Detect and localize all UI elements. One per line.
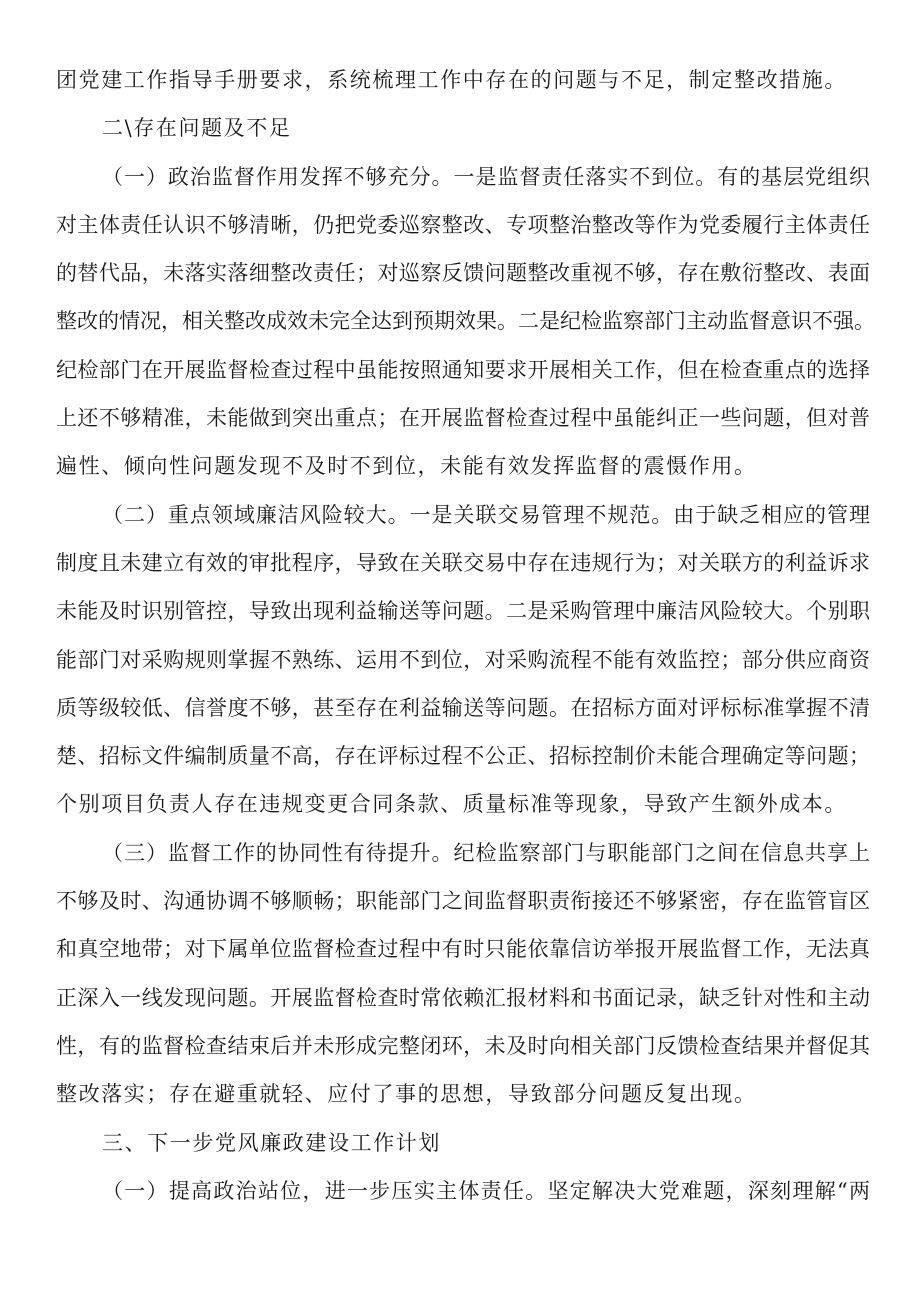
text-line: 楚、招标文件编制质量不高，存在评标过程不公正、招标控制价未能合理确定等问题； [56, 744, 870, 769]
text-line: 二\存在问题及不足 [102, 116, 292, 141]
text-line: 制度且未建立有效的审批程序，导致在关联交易中存在违规行为；对关联方的利益诉求 [56, 550, 870, 575]
text-line: 三、下一步党风廉政建设工作计划 [102, 1130, 441, 1155]
text-line: 整改的情况，相关整改成效未完全达到预期效果。二是纪检监察部门主动监督意识不强。 [56, 309, 875, 334]
text-line: （二）重点领域廉洁风险较大。一是关联交易管理不规范。由于缺乏相应的管理 [102, 502, 870, 527]
text-line: 遍性、倾向性问题发现不及时不到位，未能有效发挥监督的震慑作用。 [56, 454, 757, 479]
document-page [56, 56, 875, 1215]
text-line: 上还不够精准，未能做到突出重点；在开展监督检查过程中虽能纠正一些问题，但对普 [56, 406, 870, 431]
text-line: 和真空地带；对下属单位监督检查过程中有时只能依靠信访举报开展监督工作，无法真 [56, 937, 870, 962]
text-line: 能部门对采购规则掌握不熟练、运用不到位，对采购流程不能有效监控；部分供应商资 [56, 647, 870, 672]
text-line: 不够及时、沟通协调不够顺畅；职能部门之间监督职责衔接还不够紧密，存在监管盲区 [56, 889, 870, 914]
text-line: 个别项目负责人存在违规变更合同条款、质量标准等现象，导致产生额外成本。 [56, 792, 847, 817]
text-line: 的替代品，未落实落细整改责任；对巡察反馈问题整改重视不够，存在敷衍整改、表面 [56, 261, 870, 286]
text-line: （一）政治监督作用发挥不够充分。一是监督责任落实不到位。有的基层党组织 [102, 164, 870, 189]
text-line: 对主体责任认识不够清晰，仍把党委巡察整改、专项整治整改等作为党委履行主体责任 [56, 212, 870, 237]
text-line: 未能及时识别管控，导致出现利益输送等问题。二是采购管理中廉洁风险较大。个别职 [56, 599, 870, 624]
text-line: 整改落实；存在避重就轻、应付了事的思想，导致部分问题反复出现。 [56, 1082, 757, 1107]
text-line: 纪检部门在开展监督检查过程中虽能按照通知要求开展相关工作，但在检查重点的选择 [56, 357, 870, 382]
text-line: 正深入一线发现问题。开展监督检查时常依赖汇报材料和书面记录，缺乏针对性和主动 [56, 985, 870, 1010]
text-line: （一）提高政治站位，进一步压实主体责任。坚定解决大党难题，深刻理解“两 [102, 1178, 870, 1203]
text-line: （三）监督工作的协同性有待提升。纪检监察部门与职能部门之间在信息共享上 [102, 840, 870, 865]
text-line: 团党建工作指导手册要求，系统梳理工作中存在的问题与不足，制定整改措施。 [56, 68, 847, 92]
text-line: 质等级较低、信誉度不够，甚至存在利益输送等问题。在招标方面对评标标准掌握不清 [56, 695, 870, 720]
text-line: 性，有的监督检查结束后并未形成完整闭环，未及时向相关部门反馈检查结果并督促其 [56, 1033, 870, 1058]
